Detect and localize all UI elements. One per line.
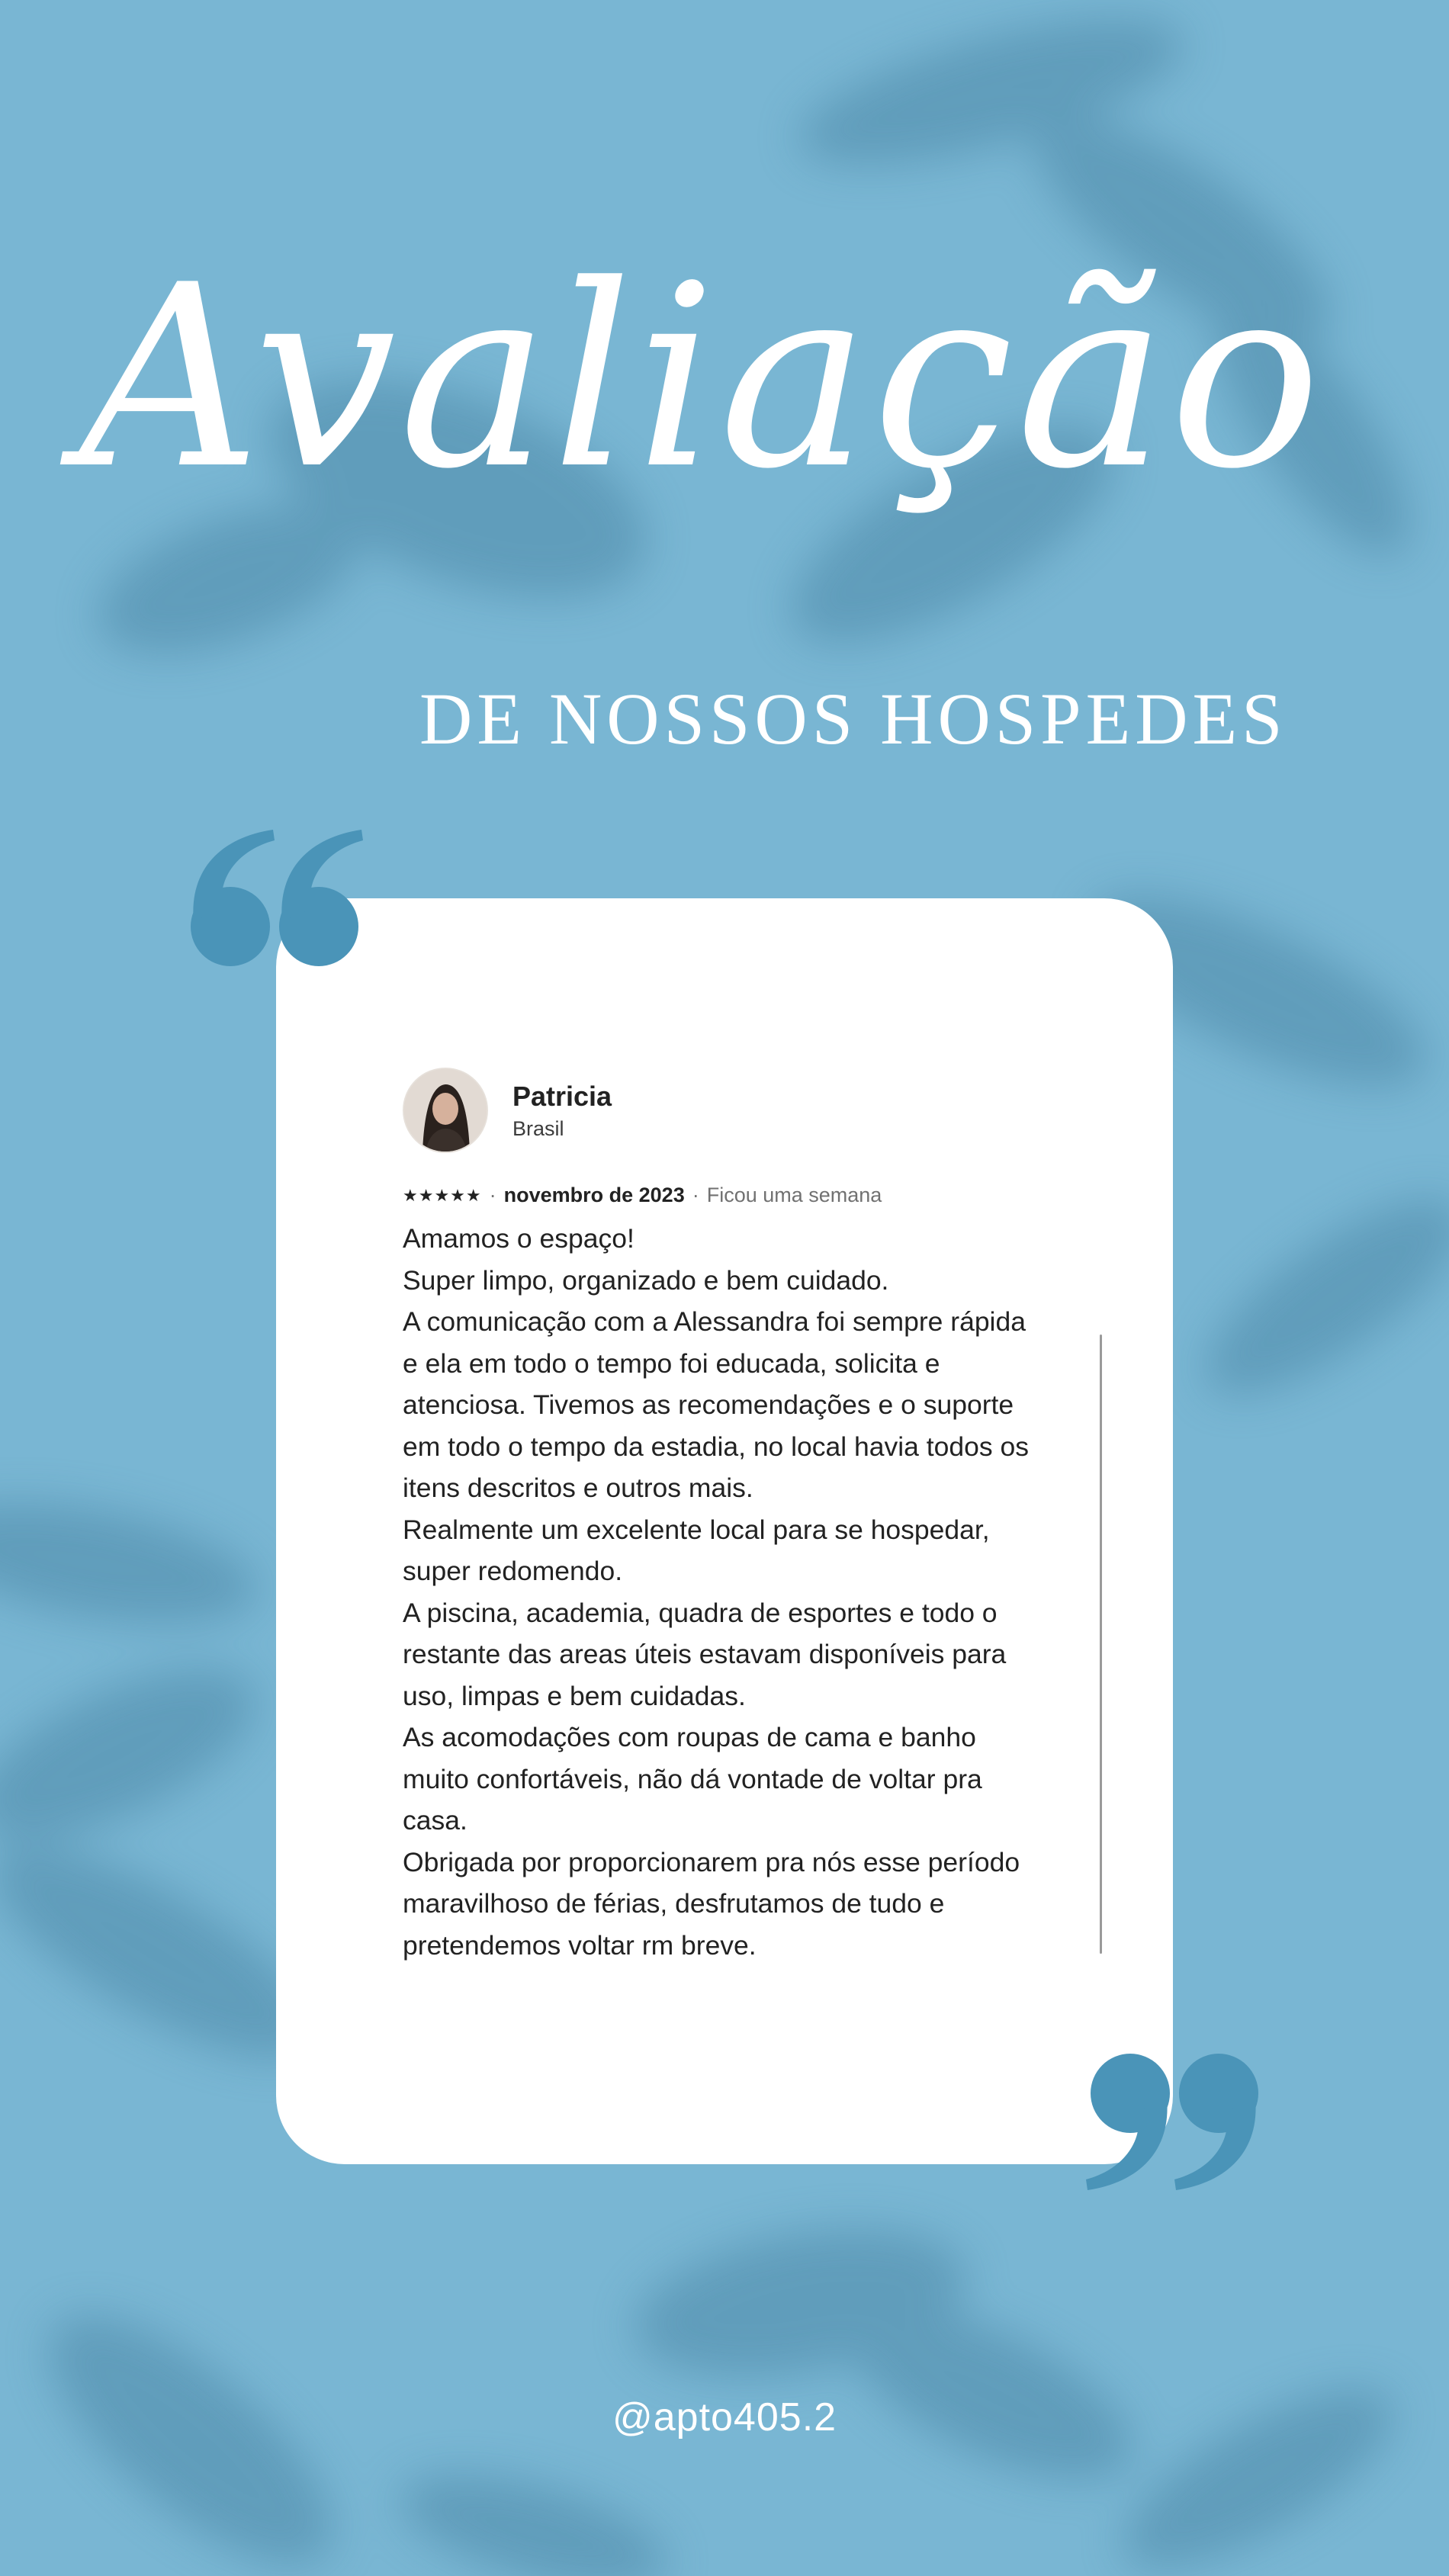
page-subtitle: DE NOSSOS HOSPEDES [419,678,1287,760]
meta-separator: · [489,1184,496,1206]
review-line: e ela em todo o tempo foi educada, solicita e [403,1347,940,1379]
stay-length: Ficou uma semana [706,1184,882,1206]
review-line: Super limpo, organizado e bem cuidado. [403,1264,889,1296]
quote-open-icon [183,824,366,968]
reviewer-header [403,1068,1089,1153]
review-line: em todo o tempo da estadia, no local havia todos os [403,1431,1029,1462]
review-line: atenciosa. Tivemos as recomendações e o suporte [403,1389,1014,1420]
review-line: As acomodações com roupas de cama e banho [403,1722,976,1752]
review-line: Amamos o espaço! [403,1223,635,1254]
review-scrollbar[interactable] [1100,1335,1102,1954]
review-line: Realmente um excelente local para se hospedar, [403,1514,990,1545]
page-title: Avaliação [79,231,1325,524]
review-line: uso, limpas e bem cuidadas. [403,1680,746,1711]
reviewer-country: Brasil [512,1117,564,1141]
reviewer-avatar [403,1068,488,1153]
quote-close-icon [1083,2051,1266,2196]
review-line: casa. [403,1805,467,1836]
review-line: itens descritos e outros mais. [403,1473,753,1503]
meta-separator: · [692,1184,699,1206]
review-line: muito confortáveis, não dá vontade de voltar pra [403,1763,982,1794]
rating-stars: ★★★★★ [403,1185,482,1205]
review-line: A comunicação com a Alessandra foi sempre rápida [403,1306,1026,1337]
review-date: novembro de 2023 [503,1184,685,1206]
review [403,1068,1089,1966]
review-line: Obrigada por proporcionarem pra nós esse período [403,1846,1020,1877]
review-line: restante das areas úteis estavam disponíveis para [403,1639,1007,1669]
instagram-handle[interactable]: @apto405.2 [612,2395,837,2439]
review-line: pretendemos voltar rm breve. [403,1929,757,1961]
review-meta [403,1184,1089,1207]
review-text [403,1218,1089,1966]
reviewer-info [512,1080,612,1141]
review-line: super redomendo. [403,1556,623,1586]
review-line: A piscina, academia, quadra de esportes e todo o [403,1597,998,1628]
review-line: maravilhoso de férias, desfrutamos de tudo e [403,1888,945,1919]
reviewer-name: Patricia [512,1080,612,1112]
